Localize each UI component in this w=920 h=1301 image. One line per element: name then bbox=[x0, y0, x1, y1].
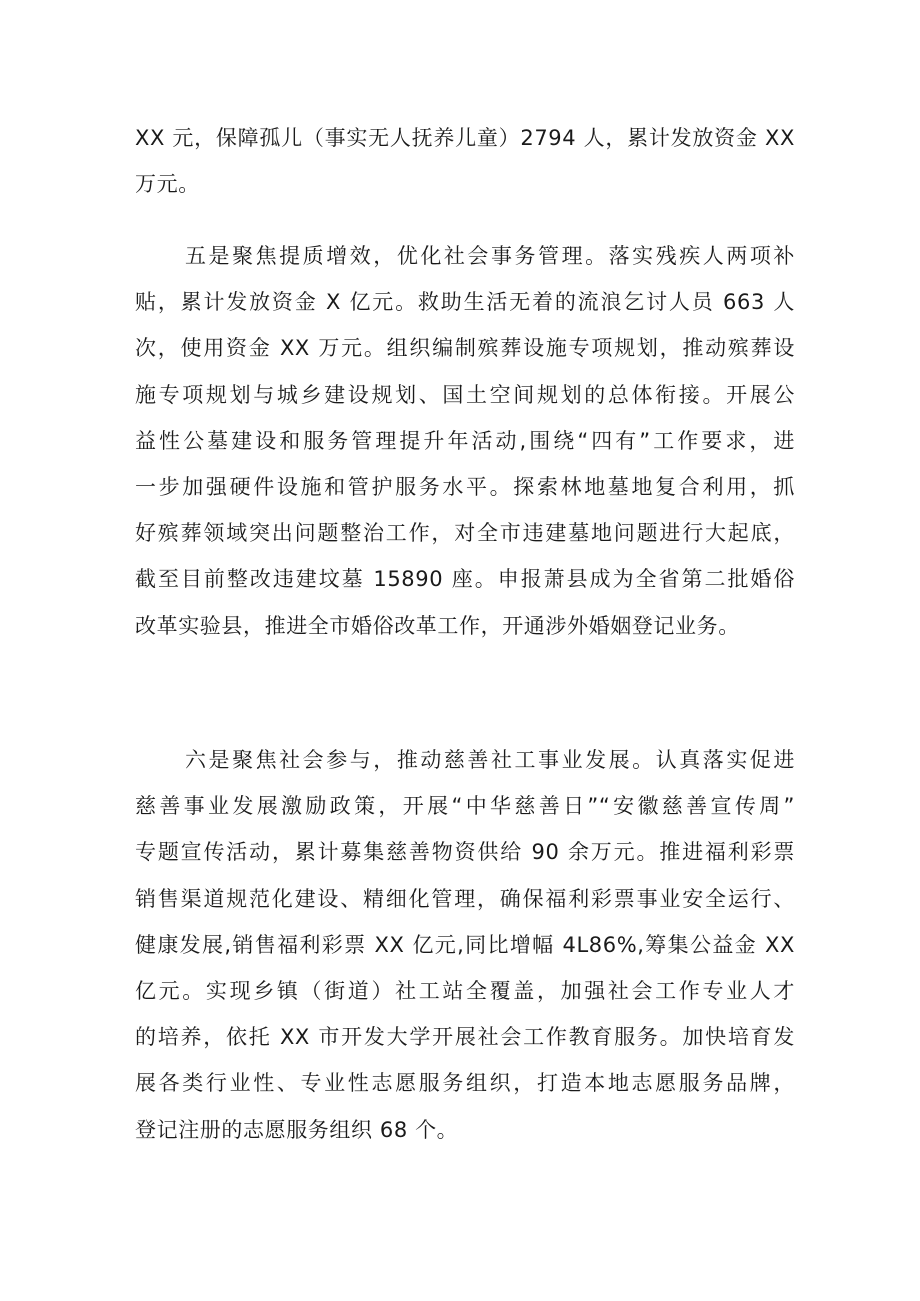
text-line: XX 元，保障孤儿（事实无人抚养儿童）2794 人，累计发放资金 XX bbox=[135, 126, 795, 150]
text-line: 健康发展,销售福利彩票 XX 亿元,同比增幅 4L86%,筹集公益金 XX bbox=[135, 932, 795, 957]
text-line: 慈善事业发展激励政策，开展“中华慈善日”“安徽慈善宣传周” bbox=[135, 794, 795, 819]
text-line: 次，使用资金 XX 万元。组织编制殡葬设施专项规划，推动殡葬设 bbox=[135, 336, 795, 361]
text-line: 六是聚焦社会参与，推动慈善社工事业发展。认真落实促进 bbox=[185, 748, 795, 772]
text-line: 贴，累计发放资金 X 亿元。救助生活无着的流浪乞讨人员 663 人 bbox=[135, 290, 795, 315]
text-line: 展各类行业性、专业性志愿服务组织，打造本地志愿服务品牌， bbox=[135, 1071, 795, 1096]
text-line: 登记注册的志愿服务组织 68 个。 bbox=[135, 1117, 459, 1142]
text-line: 销售渠道规范化建设、精细化管理，确保福利彩票事业安全运行、 bbox=[135, 886, 795, 911]
text-line: 截至目前整改违建坟墓 15890 座。申报萧县成为全省第二批婚俗 bbox=[135, 567, 795, 592]
text-line: 施专项规划与城乡建设规划、国土空间规划的总体衔接。开展公 bbox=[135, 382, 795, 407]
text-line: 专题宣传活动，累计募集慈善物资供给 90 余万元。推进福利彩票 bbox=[135, 840, 795, 865]
text-line: 好殡葬领域突出问题整治工作，对全市违建墓地问题进行大起底， bbox=[135, 521, 795, 546]
text-line: 万元。 bbox=[135, 172, 200, 197]
paragraph-continuation bbox=[135, 115, 795, 207]
paragraph-social-affairs bbox=[135, 233, 795, 649]
text-line: 五是聚焦提质增效，优化社会事务管理。落实残疾人两项补 bbox=[185, 244, 795, 268]
text-line: 益性公墓建设和服务管理提升年活动,围绕“四有”工作要求，进 bbox=[135, 428, 795, 453]
text-line: 一步加强硬件设施和管护服务水平。探索林地墓地复合利用，抓 bbox=[135, 475, 795, 500]
paragraph-charity-social-work bbox=[135, 737, 795, 1153]
text-line: 的培养，依托 XX 市开发大学开展社会工作教育服务。加快培育发 bbox=[135, 1025, 795, 1050]
text-line: 亿元。实现乡镇（街道）社工站全覆盖，加强社会工作专业人才 bbox=[135, 979, 795, 1004]
text-line: 改革实验县，推进全市婚俗改革工作，开通涉外婚姻登记业务。 bbox=[135, 613, 740, 638]
